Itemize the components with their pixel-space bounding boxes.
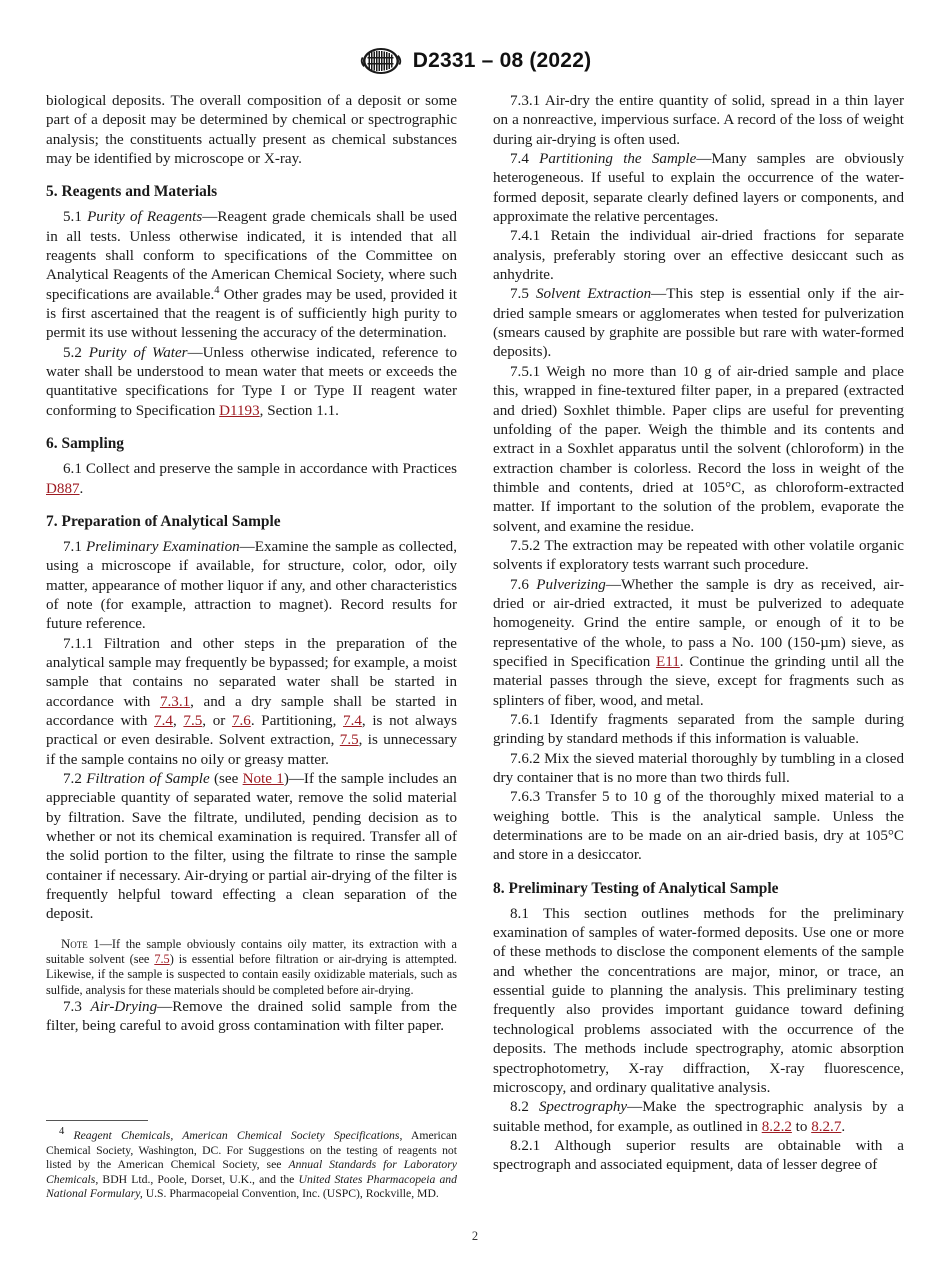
clause-number-5-2: 5.2 — [63, 344, 82, 361]
paragraph-7-2-text-a: (see — [209, 770, 243, 787]
paragraph-7-1-1-text-b: , and a dry sample shall be started in accordance with — [46, 693, 457, 729]
paragraph-7-3-text: —Remove the drained solid sample from the filter, being careful to avoid gross contamination with filter paper. — [46, 998, 457, 1035]
clause-title-7-5: Solvent Extraction — [535, 286, 652, 303]
left-column — [46, 92, 457, 1202]
link-7-4-b[interactable]: 7.4 — [343, 712, 362, 729]
paragraph-7-5-2 — [493, 537, 904, 576]
clause-number-5-1: 5.1 — [63, 209, 82, 226]
clause-number-7-1: 7.1 — [63, 538, 82, 555]
footnote-4-title-3: United States Pharmacopeia and National Formulary, — [46, 1172, 457, 1201]
section-8-title: Preliminary Testing of Analytical Sample — [508, 879, 779, 897]
paragraph-7-4 — [493, 150, 904, 227]
paragraph-8-1 — [493, 905, 904, 1098]
paragraph-5-2-text-b: , Section 1.1. — [259, 402, 339, 419]
section-5-title: Reagents and Materials — [61, 183, 218, 201]
section-7-title: Preparation of Analytical Sample — [61, 512, 281, 530]
paragraph-7-1-1-text-c: , — [172, 712, 184, 729]
note-1-label: Note — [61, 936, 88, 951]
section-8-number: 8. — [493, 879, 505, 897]
section-6-title: Sampling — [61, 435, 124, 453]
clause-number-7-5: 7.5 — [510, 286, 529, 303]
link-7-4-a[interactable]: 7.4 — [154, 712, 173, 729]
paragraph-5-1-text-b: Other grades may be used, provided it is first ascertained that the reagent is of sufficiently high purity to permit its use without lessening the accuracy of the determination. — [46, 286, 458, 342]
paragraph-7-1-1 — [46, 635, 457, 770]
footnote-4 — [46, 1126, 458, 1202]
paragraph-7-5-1 — [493, 363, 904, 537]
clause-title-5-2: Purity of Water — [88, 344, 188, 361]
clause-number-7-6: 7.6 — [510, 576, 529, 593]
note-1-text-a: —If the sample obviously contains oily matter, its extraction with a suitable solvent (see — [46, 936, 457, 967]
column-spacer — [46, 1037, 457, 1112]
paragraph-5-1 — [46, 208, 457, 343]
paragraph-6-1 — [46, 460, 457, 499]
section-6-number: 6. — [46, 435, 58, 453]
link-7-5-a[interactable]: 7.5 — [183, 712, 203, 729]
paragraph-7-4-1-text: 7.4.1 Retain the individual air-dried fractions for separate analysis, preferably storing over an effective desiccant such as anhydrite. — [493, 228, 904, 284]
footnote-block — [46, 1112, 457, 1202]
paragraph-7-6-3-text: 7.6.3 Transfer 5 to 10 g of the thoroughly mixed material to a weighing bottle. This is the analytical sample. Unless the determinations are to be made on an air-dried basis, dry at 105°C and store in a desiccator. — [493, 789, 904, 864]
paragraph-7-1-1-text-a: 7.1.1 Filtration and other steps in the preparation of the analytical sample may frequently be bypassed; for example, a moist sample that contains no separated water shall be started in accordance with — [46, 635, 457, 710]
footnote-marker-4: 4 — [214, 284, 220, 296]
paragraph-8-1-text: 8.1 This section outlines methods for the preliminary examination of samples of water-formed deposits. Use one or more of these methods to disclose the component elements of the sample and whether the concentrations are major, minor, or trace, an essential guide to planning the analysis. This preliminary testing frequently also provides important guidance toward defining technological problems associated with the occurrence of the deposits. The methods include spectrography, atomic absorption spectrophotometry, X-ray diffraction, X-ray fluorescence, microscopy, and ordinary qualitative analysis. — [493, 905, 904, 1096]
page-header — [0, 46, 950, 76]
paragraph-text: biological deposits. The overall composition of a deposit or some part of a deposit may be determined by chemical or spectrographic analysis; the constituents actually present as chemical substances may be identified by microscope or X-ray. — [46, 93, 457, 168]
link-7-6[interactable]: 7.6 — [231, 712, 251, 729]
paragraph-8-2-text-c: . — [841, 1118, 846, 1135]
paragraph-7-3 — [46, 998, 457, 1037]
link-8-2-2[interactable]: 8.2.2 — [761, 1118, 792, 1135]
paragraph-7-4-1 — [493, 227, 904, 285]
paragraph-7-5-2-text: 7.5.2 The extraction may be repeated with other volatile organic solvents if exploratory tests warrant such procedure. — [493, 537, 904, 574]
paragraph-7-1 — [46, 538, 457, 635]
paragraph-7-6 — [493, 576, 904, 711]
clause-title-7-3: Air-Drying — [90, 998, 158, 1015]
footnote-4-title-1: Reagent Chemicals, American Chemical Society Specifications — [73, 1129, 400, 1143]
footnote-4-text-2: BDH Ltd., Poole, Dorset, U.K., and the — [98, 1172, 299, 1186]
right-column — [493, 92, 904, 1202]
paragraph-8-2-text-a: —Make the spectrographic analysis by a suitable method, for example, as outlined in — [493, 1099, 904, 1135]
paragraph-7-6-text-a: —Whether the sample is dry as received, air-dried or air-dried extracted, it must be pulverized to adequate homogeneity. Grind the entire sample, or enough of it to be representative of the whole, to pass a No. 100 (150-µm) sieve, as specified in Specification — [493, 576, 904, 670]
section-7-number: 7. — [46, 512, 58, 530]
paragraph-7-2 — [46, 770, 457, 925]
link-d1193[interactable]: D1193 — [219, 402, 260, 419]
paragraph-7-5-text: —This step is essential only if the air-dried sample smears or agglomerates when tested for pulverization (smears caused by graphite are possible but rare with water-formed deposits). — [493, 286, 904, 361]
clause-title-5-1: Purity of Reagents — [87, 209, 203, 226]
paragraph-7-6-text-b: . Continue the grinding until all the material passes through the sieve, except for fragments such as splinters of fiber, wood, and metal. — [493, 653, 904, 709]
paragraph-7-6-3 — [493, 788, 904, 865]
clause-number-7-3: 7.3 — [63, 998, 82, 1015]
paragraph-7-1-1-text-d: , or — [202, 712, 232, 729]
note-1-number: 1 — [93, 936, 100, 951]
clause-number-7-4: 7.4 — [510, 151, 529, 168]
paragraph-7-6-1 — [493, 711, 904, 750]
astm-logo-icon — [359, 46, 403, 76]
clause-title-7-6: Pulverizing — [536, 576, 606, 593]
clause-number-7-2: 7.2 — [63, 770, 82, 787]
footnote-4-text-3: U.S. Pharmacopeial Convention, Inc. (USPC), Rockville, MD. — [142, 1187, 439, 1201]
paragraph-5-1-text-a: —Reagent grade chemicals shall be used in all tests. Unless otherwise indicated, it is intended that all reagents shall conform to specifications of the Committee on Analytical Reagents of the American Chemical Society, where such specifications are available. — [46, 209, 457, 303]
paragraph-7-6-2 — [493, 750, 904, 789]
note-1-block — [46, 925, 457, 998]
paragraph-5-2-text-a: —Unless otherwise indicated, reference to water shall be understood to mean water that meets or exceeds the quantitative specifications for Type I or Type II reagent water conforming to Specification — [46, 344, 457, 419]
link-7-3-1[interactable]: 7.3.1 — [159, 693, 191, 710]
content-columns — [46, 92, 904, 1202]
link-e11[interactable]: E11 — [656, 653, 680, 670]
paragraph-8-2 — [493, 1098, 904, 1137]
paragraph-7-6-1-text: 7.6.1 Identify fragments separated from the sample during grinding by standard methods if this information is valuable. — [493, 712, 904, 748]
link-8-2-7[interactable]: 8.2.7 — [811, 1118, 842, 1135]
paragraph-7-1-1-text-e: . Partitioning, — [250, 712, 344, 729]
footnote-4-text-1: , American Chemical Society, Washington, DC. For Suggestions on the testing of reagents not listed by the American Chemical Society, see — [46, 1129, 458, 1172]
heading-section-6 — [46, 421, 457, 460]
link-note-1[interactable]: Note 1 — [242, 770, 284, 787]
link-note-7-5[interactable]: 7.5 — [154, 952, 170, 967]
paragraph-7-2-text-b: )—If the sample includes an appreciable quantity of separated water, remove the solid material by filtration. Save the filtrate, undiluted, pending decision as to whether or not its chemical examination is required. Transfer all of the solid portion to the filter, using the filtrate to rinse the sample container if necessary. Air-drying or partial air-drying of the filter is frequently helpful toward effecting a clean separation of the deposit. — [46, 770, 457, 923]
paragraph-continued — [46, 92, 457, 169]
note-1-text-b: ) is essential before filtration or air-drying is attempted. Likewise, if the sample is suspected to contain easily oxidizable materials, such as sulfide, analysis for these materials should be completed before air-drying. — [46, 952, 457, 997]
paragraph-7-1-1-text-g: , is unnecessary if the sample contains no oily or greasy matter. — [46, 732, 457, 768]
heading-section-7 — [46, 499, 457, 538]
paragraph-6-1-text-a: 6.1 Collect and preserve the sample in accordance with Practices — [63, 461, 457, 478]
heading-section-8 — [493, 866, 904, 905]
clause-title-7-4: Partitioning the Sample — [539, 151, 697, 168]
page-number: 2 — [471, 1229, 479, 1243]
clause-title-8-2: Spectrography — [538, 1099, 628, 1116]
paragraph-8-2-text-b: to — [791, 1118, 812, 1135]
paragraph-7-4-text: —Many samples are obviously heterogeneous. If useful to explain the occurrence of the water-formed deposit, separate clearly defined layers or components, and approximate the relative percentages. — [493, 151, 904, 226]
paragraph-8-2-1 — [493, 1137, 904, 1176]
paragraph-5-2 — [46, 344, 457, 421]
paragraph-7-1-1-text-f: , is not always practical or even desirable. Solvent extraction, — [46, 712, 457, 749]
section-5-number: 5. — [46, 183, 58, 201]
clause-number-8-2: 8.2 — [510, 1099, 529, 1116]
paragraph-6-1-text-b: . — [79, 480, 84, 497]
paragraph-7-5-1-text: 7.5.1 Weigh no more than 10 g of air-dried sample and place this, wrapped in fine-textured filter paper, in a prepared (extracted and dried) Soxhlet thimble. Paper clips are useful for preventing unfolding of the paper. Weigh the thimble and its contents and extract in a Soxhlet apparatus until the solvent (chloroform) in the extraction chamber is colorless. Record the loss in weight of the thimble and contents, dried at 105°C, as chloroform-extracted matter. If important to the solution of the problem, evaporate the solvent, and examine the residue. — [493, 363, 904, 535]
paragraph-7-3-1 — [493, 92, 904, 150]
page-title: D2331 – 08 (2022) — [412, 49, 592, 72]
paragraph-7-5 — [493, 285, 904, 362]
footnote-4-marker: 4 — [59, 1126, 65, 1138]
link-d887[interactable]: D887 — [46, 480, 80, 497]
paragraph-8-2-1-text: 8.2.1 Although superior results are obtainable with a spectrograph and associated equipment, data of lesser degree of — [493, 1137, 904, 1174]
clause-title-7-2: Filtration of Sample — [86, 770, 210, 787]
paragraph-7-1-text: —Examine the sample as collected, using a microscope if available, for structure, color, odor, oily matter, appearance of mother liquor if any, and other characteristics of note (for example, attraction to magnet). Record results for future reference. — [46, 538, 457, 633]
heading-section-5 — [46, 169, 457, 208]
paragraph-7-3-1-text: 7.3.1 Air-dry the entire quantity of solid, spread in a thin layer on a nonreactive, impervious surface. A record of the loss of weight during air-drying is often used. — [493, 93, 904, 148]
clause-title-7-1: Preliminary Examination — [86, 538, 240, 555]
footnote-4-title-2: Annual Standards for Laboratory Chemicals, — [46, 1158, 457, 1186]
footnote-rule — [46, 1120, 148, 1121]
paragraph-7-6-2-text: 7.6.2 Mix the sieved material thoroughly by tumbling in a closed dry container that is no more than two thirds full. — [493, 750, 904, 787]
link-7-5-b[interactable]: 7.5 — [339, 732, 359, 749]
